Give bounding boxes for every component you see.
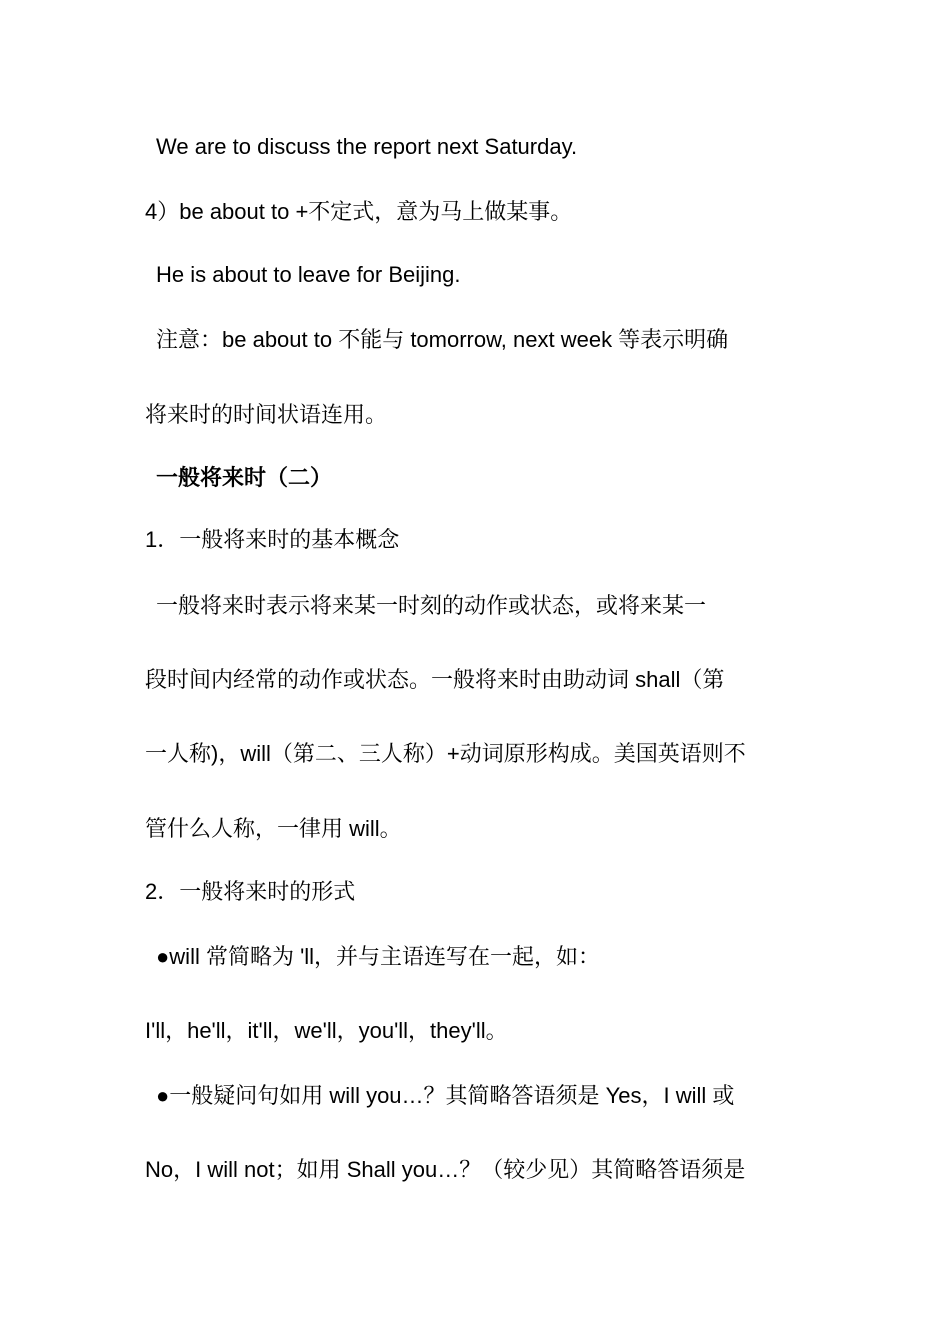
bullet-item-continued: No，I will not；如用 Shall you…？（较少见）其简略答语须是	[145, 1157, 746, 1182]
note-paragraph: 注意：be about to 不能与 tomorrow, next week 等表示明确	[156, 327, 729, 352]
note-paragraph-continued: 将来时的时间状语连用。	[145, 402, 388, 427]
section-heading: 一般将来时（二）	[156, 465, 333, 490]
bullet-item: ●一般疑问句如用 will you…？其简略答语须是 Yes，I will 或	[156, 1083, 735, 1108]
subheading-1: 1．一般将来时的基本概念	[145, 527, 400, 552]
example-sentence: He is about to leave for Beijing.	[156, 262, 461, 287]
bullet-item-continued: I'll，he'll，it'll，we'll，you'll，they'll。	[145, 1018, 508, 1043]
bullet-item: ●will 常简略为 'll，并与主语连写在一起，如：	[156, 944, 601, 969]
subheading-2: 2．一般将来时的形式	[145, 879, 356, 904]
rule-item-4: 4）be about to +不定式，意为马上做某事。	[145, 199, 573, 224]
example-sentence: We are to discuss the report next Saturday.	[156, 134, 578, 159]
body-paragraph-line: 一人称)，will（第二、三人称）+动词原形构成。美国英语则不	[145, 741, 746, 766]
body-paragraph: 一般将来时表示将来某一时刻的动作或状态，或将来某一	[156, 593, 707, 618]
body-paragraph-line: 段时间内经常的动作或状态。一般将来时由助动词 shall（第	[145, 667, 725, 692]
body-paragraph-line: 管什么人称，一律用 will。	[145, 816, 402, 841]
